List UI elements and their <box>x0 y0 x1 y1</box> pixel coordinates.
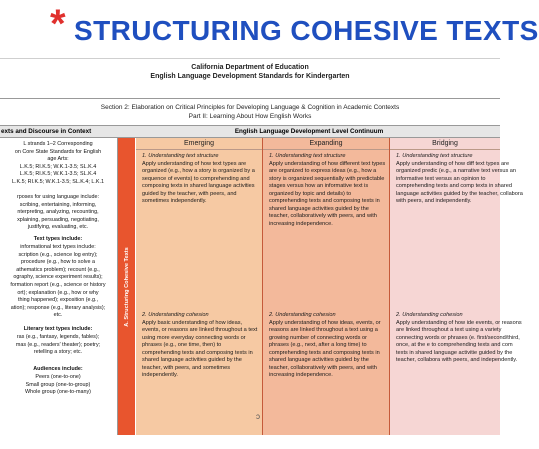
expanding-cohesion-title: 2. Understanding cohesion <box>269 312 336 318</box>
expanding-text-structure-body: Apply understanding of how different text types are organized to express ideas (e.g., how a story is organized sequentially with predictable stages versus how an informative text is organized by topic and details) to comprehending texts and composing texts in shared language activities guided by the teacher, collaboratively with peers, and with increasing independence. <box>269 160 386 227</box>
audiences-heading: Audiences include: <box>33 366 83 372</box>
expanding-text-structure-title: 1. Understanding text structure <box>269 153 346 159</box>
bridging-cohesion <box>396 312 522 365</box>
expanding-column <box>263 138 389 435</box>
strand-label: A. Structuring Cohesive Texts <box>123 246 130 327</box>
section-heading-box <box>0 98 500 126</box>
audiences-text: Peers (one-to-one) Small group (one-to-group) Whole group (one-to-many) <box>25 374 91 396</box>
section-heading: Section 2: Elaboration on Critical Principles for Developing Language & Cognition in Academic Contexts <box>100 104 400 111</box>
bridging-text-structure <box>396 153 523 206</box>
bridging-text-structure-body: Apply understanding of how diff text types are organized predic (e.g., a narrative text versus an informative text versus an opinion to comprehending texts and comp texts in shared language activities guided by the teacher, collabora with peers, and independently. <box>396 160 523 204</box>
emerging-cohesion-body: Apply basic understanding of how ideas, events, or reasons are linked throughout a text using more everyday connecting words or phrases (e.g., one time, then) to comprehending texts and composing texts in shared language activities guided by the teacher, with peers, and sometimes independently. <box>142 319 258 378</box>
standards-document <box>0 58 523 435</box>
bridging-cohesion-title: 2. Understanding cohesion <box>396 312 463 318</box>
expanding-cohesion-body: Apply understanding of how ideas, events, or reasons are linked throughout a text using a growing number of connecting words or phrases (e.g., next, after a long time) to comprehending texts and composing texts in shared language activities guided by the teacher, collaboratively with peers, and with increasing independence. <box>269 319 381 378</box>
emerging-text-structure <box>142 153 259 206</box>
emerging-text-structure-body: Apply understanding of how text types are organized (e.g., how a story is organized by a sequence of events) to comprehending and composing texts in shared language activities guided by the teacher, with peers, and sometimes independently. <box>142 160 255 204</box>
continuum-heading: English Language Development Level Continuum <box>118 126 500 138</box>
emerging-cohesion <box>142 312 259 380</box>
emerging-text-structure-title: 1. Understanding text structure <box>142 153 219 159</box>
literary-types-heading: Literary text types include: <box>23 326 93 332</box>
informational-text-types: informational text types include: scription (e.g., science log entry); procedure (e.g., how to solve a athematics problem); recount (e.g., ography, science experiment results); formation report (e.g., science or history ort); explanation (e.g., how or why thing happened); exposition (e.g., ation); response (e.g., literary analysis); etc. <box>10 244 106 319</box>
expanding-text-structure <box>269 153 386 228</box>
document-header-department: California Department of Education <box>191 64 309 71</box>
asterisk-icon: * <box>50 2 66 46</box>
document-header-standards: English Language Development Standards for Kindergarten <box>150 73 350 80</box>
bridging-heading: Bridging <box>390 138 500 150</box>
texts-discourse-column <box>0 126 118 435</box>
page-mark: ɔ <box>256 412 260 421</box>
ccss-strands-text: L strands 1–2 Corresponding on Core State Standards for English age Arts: L.K.5; RI.K.5; W.K.1-3.5; SL.K.4 L.K.5; RI.K.5; W.K.1-3.5; SL.K.4 L.K.5; RI.K.5; W.K.1-3.5; SL.K.4; L.K.1 <box>12 141 104 185</box>
bridging-column <box>390 138 523 435</box>
emerging-column <box>136 138 262 435</box>
section-part-heading: Part II: Learning About How English Works <box>188 113 312 120</box>
slide-title: STRUCTURING COHESIVE TEXTS <box>74 15 539 46</box>
emerging-cohesion-title: 2. Understanding cohesion <box>142 312 209 318</box>
emerging-heading: Emerging <box>136 138 262 150</box>
strand-bar <box>118 138 135 435</box>
expanding-cohesion <box>269 312 386 380</box>
texts-discourse-heading: exts and Discourse in Context <box>0 126 118 138</box>
bridging-text-structure-title: 1. Understanding text structure <box>396 153 473 159</box>
expanding-heading: Expanding <box>263 138 389 150</box>
bridging-cohesion-body: Apply understanding of how ide events, or reasons are linked throughout a text using a variety connecting words or phrases (e. first/second/third, once, at the e to comprehending texts and com texts in shared language activitie guided by the teacher, collabora with peers, and independently. <box>396 319 522 363</box>
text-types-heading: Text types include: <box>33 236 83 242</box>
title-row <box>0 0 539 52</box>
literary-text-types: ras (e.g., fantasy, legends, fables); mas (e.g., readers' theater); poetry; retelling a story; etc. <box>15 334 101 356</box>
purposes-text: rposes for using language include: scribing, entertaining, informing, nterpreting, analyzing, recounting, xplaining, persuading, negotiating, justifying, evaluating, etc. <box>16 194 100 231</box>
